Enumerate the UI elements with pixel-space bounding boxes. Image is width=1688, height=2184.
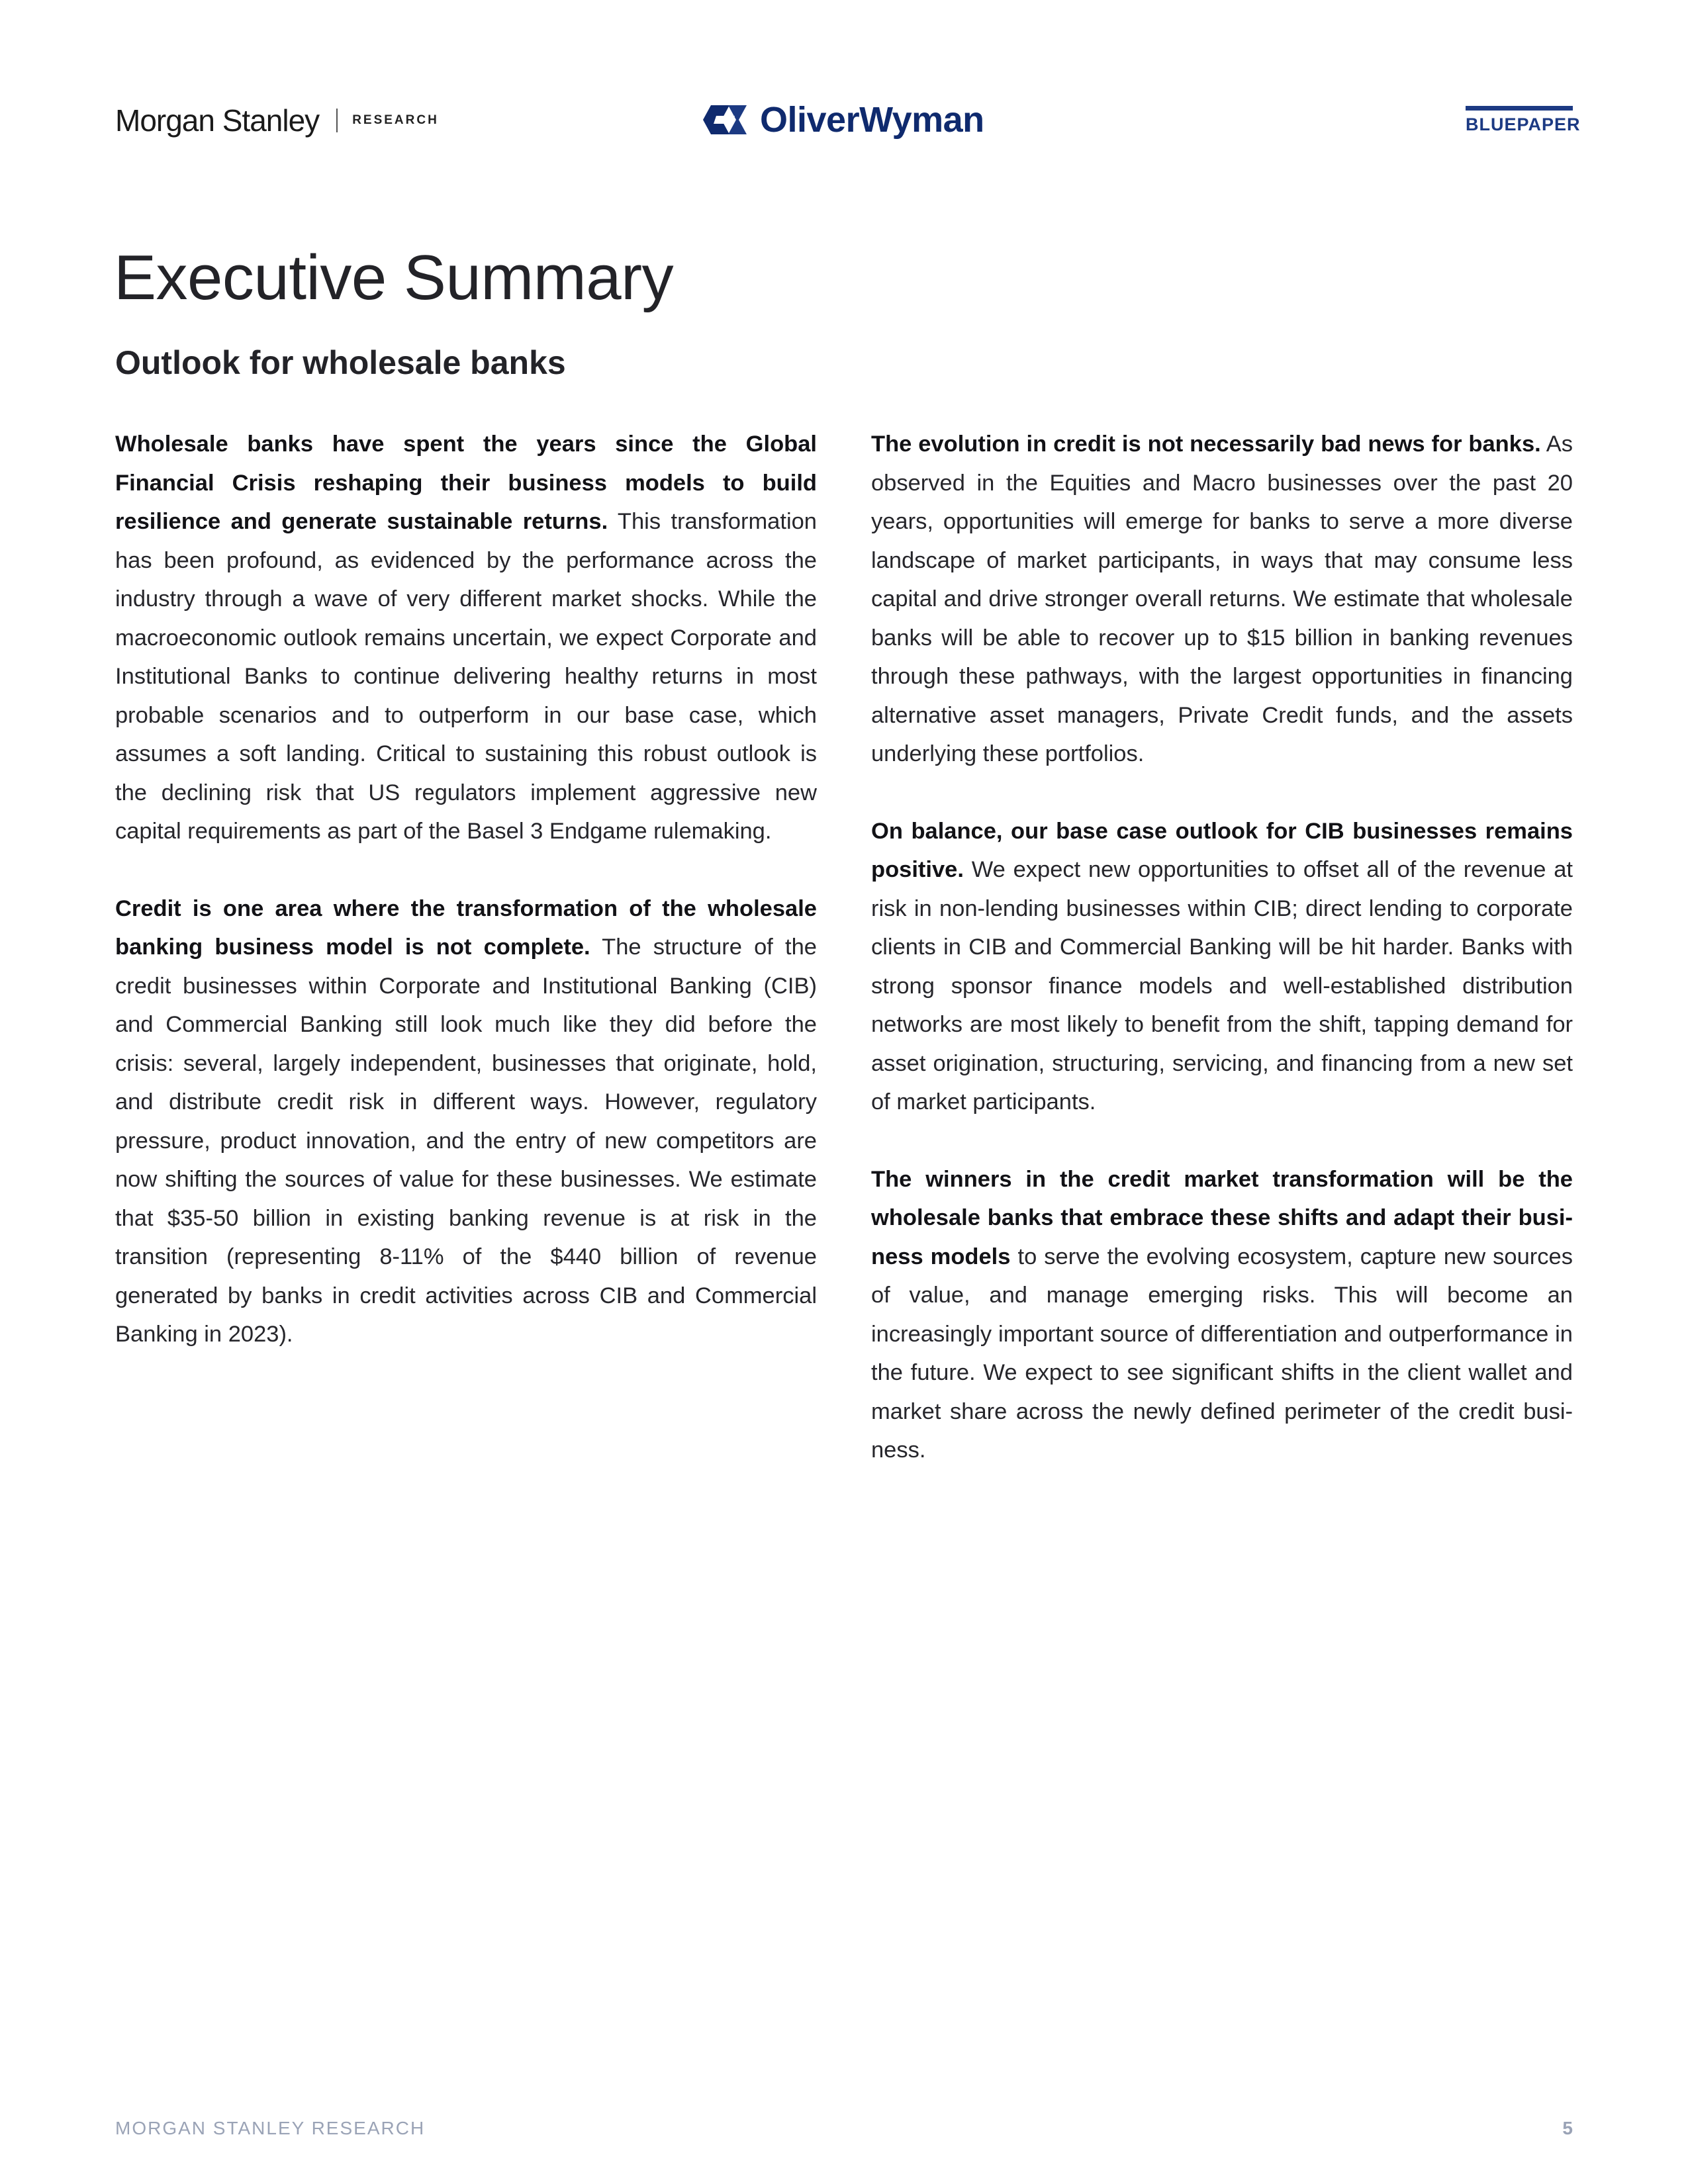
morgan-stanley-logo: Morgan Stanley	[115, 103, 320, 138]
section-subtitle: Outlook for wholesale banks	[115, 344, 566, 381]
oliver-wyman-logo: OliverWyman	[760, 100, 984, 140]
paragraph-lead: Credit is one area where the transformation of the wholesale banking business model is not complete.	[115, 895, 817, 960]
paragraph-body: The structure of the credit businesses within Corporate and Institutional Banking (CIB) and Commercial Banking still look much like they did before the crisis: several, largely independent, businesses that originate, hold, and distribute credit risk in different ways. However, regulatory pressure, product innovation, and the entry of new competitors are now shifting the sources of value for these businesses. We estimate that $35-50 billion in existing banking revenue is at risk in the transition (representing 8-11% of the $440 billion of revenue generated by banks in credit activities across CIB and Commercial Banking in 2023).	[115, 934, 817, 1347]
paragraph	[871, 425, 1573, 774]
paragraph	[115, 425, 817, 851]
header-divider	[336, 109, 338, 132]
paragraph-body: As observed in the Equities and Macro businesses over the past 20 years, opportunities will emerge for banks to serve a more diverse landscape of market participants, in ways that may consume less capital and drive stronger overall returns. We estimate that wholesale banks will be able to recover up to $15 billion in banking revenues through these pathways, with the largest opportunities in financing alternative asset managers, Private Credit funds, and the assets underlying these portfolios.	[871, 432, 1573, 766]
page-number: 5	[1562, 2118, 1573, 2138]
research-label: RESEARCH	[352, 113, 439, 127]
paragraph-body: We expect new opportunities to offset all of the revenue at risk in non-lending businesses within CIB; direct lending to corporate clients in CIB and Commercial Banking will be hit harder. Banks with strong sponsor finance models and well-established distribution networks are most likely to benefit from the shift, tapping demand for asset origination, structuring, servicing, and financing from a new set of market participants.	[871, 857, 1573, 1115]
paragraph-lead: On balance, our base case outlook for CIB businesses remains positive.	[871, 818, 1573, 882]
page-title: Executive Summary	[114, 242, 674, 313]
bluepaper-label: BLUEPAPER	[1466, 106, 1573, 135]
header-center	[702, 97, 984, 143]
header-left	[115, 99, 439, 142]
paragraph-body: This transformation has been profound, as evidenced by the performance across the industry through a wave of very different market shocks. While the macroeconomic outlook remains uncertain, we expect Corporate and Institutional Banks to continue delivering healthy returns in most probable scenarios and to outperform in our base case, which assumes a soft landing. Critical to sustaining this robust outlook is the declining risk that US regulators implement aggressive new capital requirements as part of the Basel 3 Endgame rulemaking.	[115, 509, 817, 844]
paragraph	[871, 812, 1573, 1122]
footer-label: MORGAN STANLEY RESEARCH	[115, 2118, 426, 2138]
left-column	[115, 425, 817, 1392]
paragraph-body: to serve the evolving ecosystem, capture new sources of value, and manage emerging risks. This will become an increasingly important source of differentiation and outperformance in the future. We expect to see significant shifts in the client wallet and market share across the newly defined perimeter of the credit business.	[871, 1244, 1573, 1463]
paragraph-lead: The winners in the credit market transformation will be the wholesale banks that embrace these shifts and adapt their business models	[871, 1166, 1573, 1269]
paragraph-lead: The evolution in credit is not necessarily bad news for banks.	[871, 432, 1541, 457]
paragraph	[871, 1160, 1573, 1470]
paragraph-lead: Wholesale banks have spent the years since the Global Financial Crisis reshaping their business models to build resilience and generate sustainable returns.	[115, 432, 817, 534]
oliver-wyman-mark-icon	[702, 104, 749, 136]
right-column	[871, 425, 1573, 1508]
paragraph	[115, 889, 817, 1354]
